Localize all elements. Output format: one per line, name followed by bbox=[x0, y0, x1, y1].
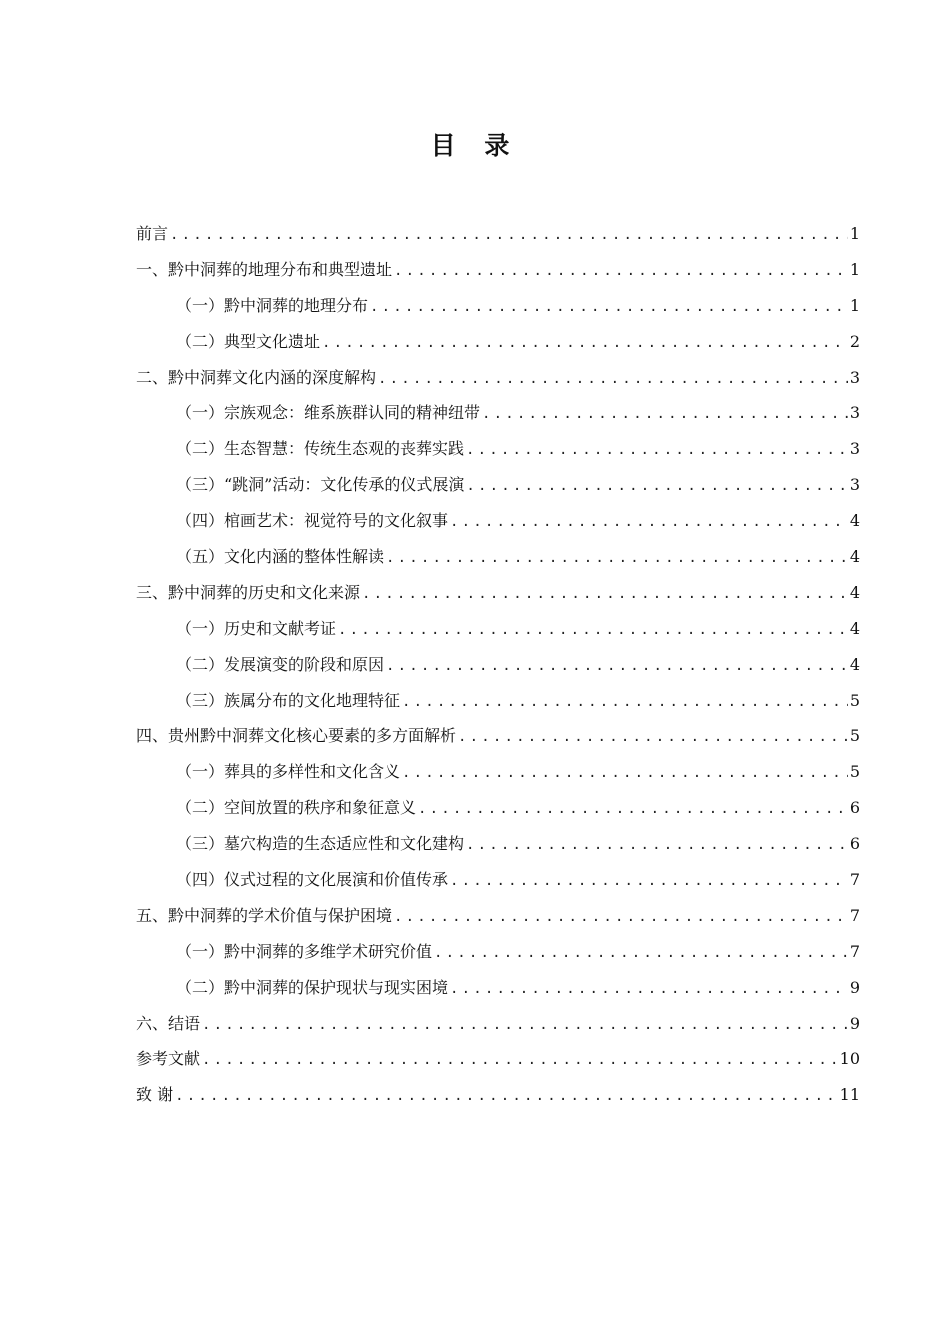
toc-entry-label: （四）棺画艺术：视觉符号的文化叙事 bbox=[176, 511, 449, 531]
toc-entry[interactable] bbox=[136, 293, 860, 329]
toc-entry-label: （二）生态智慧：传统生态观的丧葬实践 bbox=[176, 439, 465, 459]
dot-leader bbox=[450, 514, 848, 530]
toc-entry-label: 四、贵州黔中洞葬文化核心要素的多方面解析 bbox=[136, 726, 457, 746]
dot-leader bbox=[482, 406, 848, 422]
dot-leader bbox=[466, 478, 847, 494]
toc-entry-label: 六、结语 bbox=[136, 1013, 201, 1033]
toc-entry-label: 前言 bbox=[136, 224, 169, 243]
toc-entry-page-number: 7 bbox=[849, 870, 860, 890]
dot-leader bbox=[394, 263, 848, 279]
toc-entry[interactable] bbox=[136, 1082, 860, 1118]
toc-entry-label: （一）葬具的多样性和文化含义 bbox=[176, 762, 401, 782]
dot-leader bbox=[322, 335, 848, 351]
toc-entry[interactable] bbox=[136, 867, 860, 903]
toc-entry-page-number: 11 bbox=[839, 1085, 860, 1105]
toc-entry-page-number: 6 bbox=[849, 834, 860, 854]
toc-entry-page-number: 3 bbox=[849, 475, 860, 495]
toc-entry-page-number: 4 bbox=[849, 511, 860, 531]
dot-leader bbox=[386, 550, 848, 566]
dot-leader bbox=[450, 873, 848, 889]
toc-entry-label: （二）黔中洞葬的保护现状与现实困境 bbox=[176, 977, 449, 997]
toc-entry[interactable] bbox=[136, 1011, 860, 1047]
toc-entry-label: （二）空间放置的秩序和象征意义 bbox=[176, 798, 417, 818]
toc-entry-label: （五）文化内涵的整体性解读 bbox=[176, 547, 385, 567]
dot-leader bbox=[394, 909, 848, 925]
dot-leader bbox=[458, 729, 848, 745]
toc-entry-page-number: 1 bbox=[849, 295, 860, 315]
dot-leader bbox=[402, 765, 848, 781]
dot-leader bbox=[202, 1017, 848, 1033]
toc-entry-label: 五、黔中洞葬的学术价值与保护困境 bbox=[136, 905, 393, 925]
toc-entry-page-number: 5 bbox=[849, 762, 860, 782]
toc-entry-label: （一）黔中洞葬的地理分布 bbox=[176, 295, 369, 315]
toc-entry[interactable] bbox=[136, 580, 860, 616]
toc-entry-label: （二）发展演变的阶段和原因 bbox=[176, 654, 385, 674]
dot-leader bbox=[418, 801, 848, 817]
toc-entry-label: （一）历史和文献考证 bbox=[176, 618, 337, 638]
toc-entry-label: （三）族属分布的文化地理特征 bbox=[176, 690, 401, 710]
toc-entry-page-number: 5 bbox=[849, 726, 860, 746]
toc-entry-page-number: 1 bbox=[849, 224, 860, 243]
dot-leader bbox=[202, 1052, 838, 1068]
toc-entry-label: 参考文献 bbox=[136, 1049, 201, 1069]
toc-entry[interactable] bbox=[136, 616, 860, 652]
toc-entry-label: 致 谢 bbox=[136, 1085, 174, 1105]
dot-leader bbox=[378, 371, 848, 387]
dot-leader bbox=[450, 981, 848, 997]
dot-leader bbox=[370, 299, 848, 315]
toc-entry[interactable] bbox=[136, 472, 860, 508]
page-title: 目 录 bbox=[430, 131, 520, 160]
toc-entry-page-number: 3 bbox=[849, 403, 860, 423]
dot-leader bbox=[362, 586, 848, 602]
toc-entry-label: （三）墓穴构造的生态适应性和文化建构 bbox=[176, 834, 465, 854]
toc-entry[interactable] bbox=[136, 795, 860, 831]
toc-entry[interactable] bbox=[136, 508, 860, 544]
toc-entry[interactable] bbox=[136, 365, 860, 401]
toc-entry[interactable] bbox=[136, 329, 860, 365]
toc-entry-page-number: 7 bbox=[849, 905, 860, 925]
toc-entry-label: （二）典型文化遗址 bbox=[176, 331, 321, 351]
toc-entry-label: （四）仪式过程的文化展演和价值传承 bbox=[176, 870, 449, 890]
toc-entry-page-number: 6 bbox=[849, 798, 860, 818]
dot-leader bbox=[338, 622, 848, 638]
toc-entry[interactable] bbox=[136, 939, 860, 975]
table-of-contents bbox=[136, 221, 860, 1118]
toc-entry-label: （一）宗族观念：维系族群认同的精神纽带 bbox=[176, 403, 481, 423]
toc-entry-page-number: 4 bbox=[849, 618, 860, 638]
toc-entry-page-number: 5 bbox=[849, 690, 860, 710]
toc-entry-label: （三）“跳洞”活动：文化传承的仪式展演 bbox=[176, 475, 465, 495]
dot-leader bbox=[466, 837, 848, 853]
toc-entry[interactable] bbox=[136, 723, 860, 759]
toc-entry[interactable] bbox=[136, 400, 860, 436]
toc-entry-page-number: 2 bbox=[849, 331, 860, 351]
toc-entry-label: （一）黔中洞葬的多维学术研究价值 bbox=[176, 941, 433, 961]
toc-entry[interactable] bbox=[136, 652, 860, 688]
toc-entry[interactable] bbox=[136, 759, 860, 795]
toc-entry-page-number: 4 bbox=[849, 547, 860, 567]
toc-entry[interactable] bbox=[136, 257, 860, 293]
toc-entry[interactable] bbox=[136, 831, 860, 867]
toc-entry-label: 二、黔中洞葬文化内涵的深度解构 bbox=[136, 367, 377, 387]
dot-leader bbox=[434, 945, 848, 961]
toc-entry[interactable] bbox=[136, 688, 860, 724]
toc-entry-page-number: 4 bbox=[849, 654, 860, 674]
toc-entry-page-number: 3 bbox=[849, 439, 860, 459]
dot-leader bbox=[170, 227, 848, 243]
toc-entry[interactable] bbox=[136, 975, 860, 1011]
dot-leader bbox=[386, 658, 848, 674]
toc-entry[interactable] bbox=[136, 903, 860, 939]
toc-entry-label: 一、黔中洞葬的地理分布和典型遗址 bbox=[136, 259, 393, 279]
toc-entry-page-number: 9 bbox=[849, 1013, 860, 1033]
toc-entry-page-number: 10 bbox=[839, 1049, 860, 1069]
dot-leader bbox=[402, 694, 848, 710]
toc-entry[interactable] bbox=[136, 544, 860, 580]
toc-entry-page-number: 4 bbox=[849, 582, 860, 602]
toc-entry-page-number: 1 bbox=[849, 259, 860, 279]
dot-leader bbox=[466, 442, 848, 458]
toc-entry[interactable] bbox=[136, 1046, 860, 1082]
toc-entry-page-number: 3 bbox=[849, 367, 860, 387]
toc-entry-label: 三、黔中洞葬的历史和文化来源 bbox=[136, 582, 361, 602]
dot-leader bbox=[175, 1088, 838, 1104]
toc-entry[interactable] bbox=[136, 221, 860, 257]
toc-entry[interactable] bbox=[136, 436, 860, 472]
toc-entry-page-number: 7 bbox=[849, 941, 860, 961]
toc-entry-page-number: 9 bbox=[849, 977, 860, 997]
